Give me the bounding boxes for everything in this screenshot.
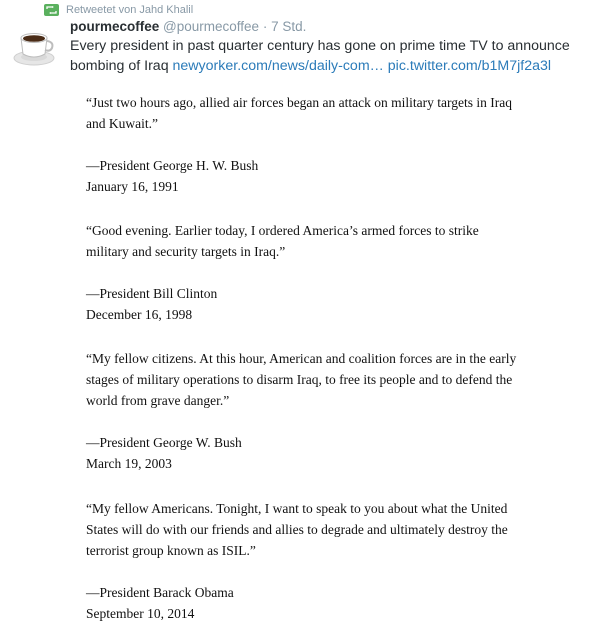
quote-line: and Kuwait.” — [86, 116, 158, 131]
coffee-cup-icon — [10, 22, 58, 70]
quote-line: military and security targets in Iraq.” — [86, 244, 286, 259]
quote-date: September 10, 2014 — [86, 606, 195, 621]
quotes-image[interactable] — [0, 82, 600, 638]
quote-block — [86, 348, 586, 474]
quote-line: “Good evening. Earlier today, I ordered America’s armed forces to strike — [86, 223, 479, 238]
tweet-text-line: Every president in past quarter century has gone on prime time TV to announce — [70, 38, 570, 54]
quote-line: stages of military operations to disarm Iraq, to free its people and to defend the — [86, 372, 513, 387]
timestamp[interactable]: 7 Std. — [271, 19, 307, 34]
quote-date: March 19, 2003 — [86, 456, 172, 471]
quote-line: world from grave danger.” — [86, 393, 230, 408]
retweet-label[interactable]: Retweetet von Jahd Khalil — [66, 4, 194, 16]
tweet-text-line — [70, 56, 596, 76]
tweet-text — [70, 36, 596, 76]
quote-line: terrorist group known as ISIL.” — [86, 543, 256, 558]
retweet-icon — [44, 4, 59, 16]
quote-date: December 16, 1998 — [86, 307, 193, 322]
tweet — [70, 18, 596, 76]
quote-speaker: —President George H. W. Bush — [86, 158, 259, 173]
user-handle[interactable]: @pourmecoffee — [163, 19, 260, 34]
quote-line: “My fellow Americans. Tonight, I want to speak to you about what the United — [86, 501, 508, 516]
quote-line: “Just two hours ago, allied air forces began an attack on military targets in Iraq — [86, 95, 512, 110]
quote-block — [86, 92, 586, 197]
quote-line: “My fellow citizens. At this hour, American and coalition forces are in the early — [86, 351, 517, 366]
article-link[interactable]: newyorker.com/news/daily-com… — [172, 58, 384, 74]
image-link[interactable]: pic.twitter.com/b1M7jf2a3l — [387, 58, 552, 74]
display-name[interactable]: pourmecoffee — [70, 19, 160, 34]
quote-line: States will do with our friends and allies to degrade and ultimately destroy the — [86, 522, 508, 537]
quote-block — [86, 498, 586, 624]
quote-date: January 16, 1991 — [86, 179, 179, 194]
quote-speaker: —President George W. Bush — [86, 435, 242, 450]
quote-speaker: —President Bill Clinton — [86, 286, 218, 301]
tweet-text-fragment: bombing of Iraq — [70, 58, 173, 74]
quote-speaker: —President Barack Obama — [86, 585, 234, 600]
retweet-context — [44, 2, 193, 18]
quote-block — [86, 220, 586, 325]
separator-dot: · — [262, 19, 268, 34]
avatar[interactable] — [10, 22, 58, 70]
tweet-header — [70, 18, 596, 36]
